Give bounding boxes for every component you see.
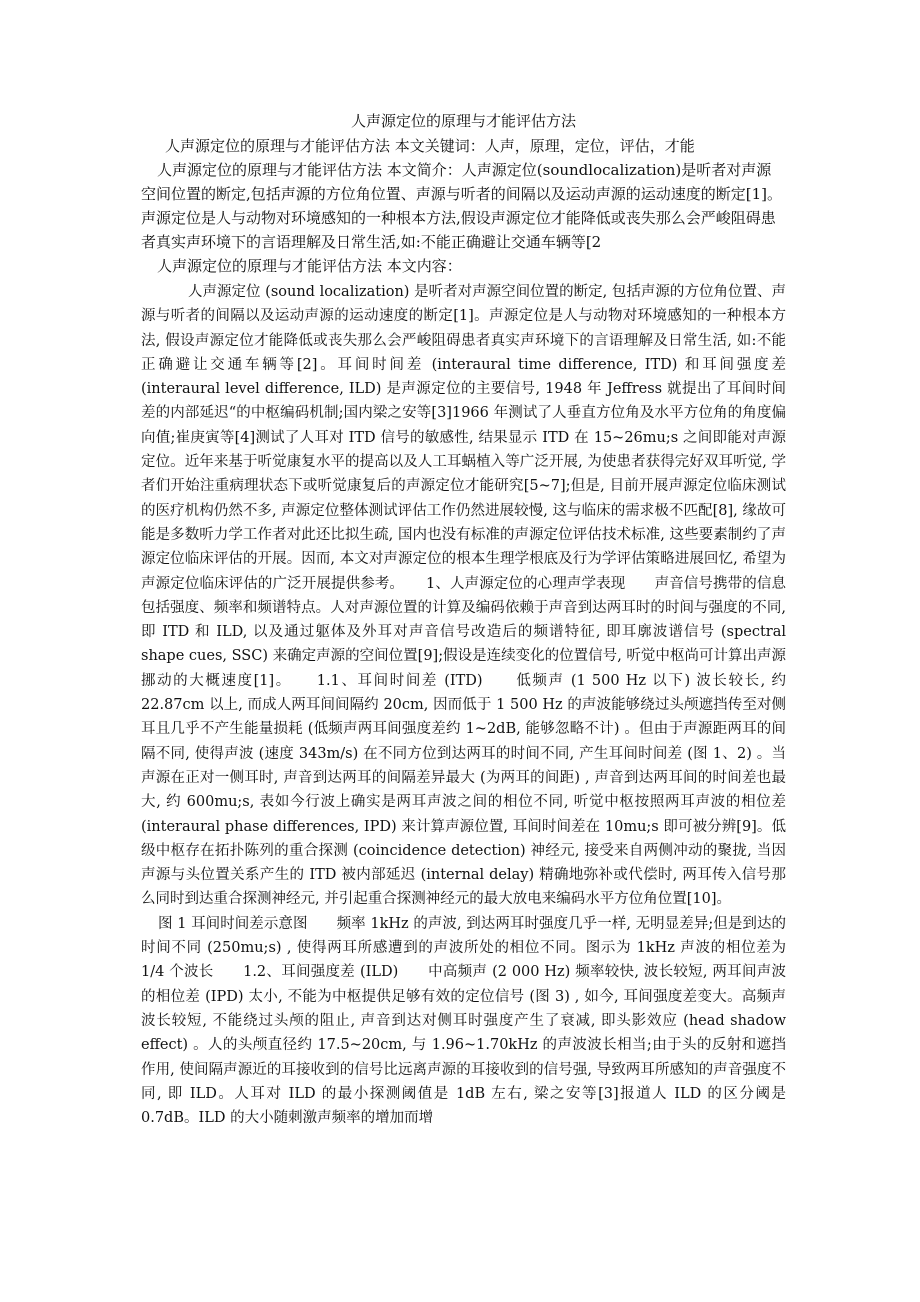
- document-title: 人声源定位的原理与才能评估方法: [350, 112, 576, 130]
- keywords-line: 人声源定位的原理与才能评估方法 本文关键词：人声，原理，定位，评估，才能: [165, 137, 695, 155]
- body-paragraph: 人声源定位 (sound localization) 是听者对声源空间位置的断定, 包括声源的方位角位置、声源与听者的间隔以及运动声源的运动速度的断定[1]。声源定位是人与动物对环境感知的一种根本方法, 假设声源定位才能降低或丧失那么会严峻阻碍患者真实声环境下的言语理解及日常生活, 如:不能正确避让交通车辆等[2]。耳间时间差 (interaural time difference, ITD) 和耳间强度差 (interaural level difference, ILD) 是声源定位的主要信号, 1948 年 Jeffress 就提出了耳间时间差的内部延迟“的中枢编码机制;国内梁之安等[3]1966 年测试了人垂直方位角及水平方位角的角度偏向值;崔庚寅等[4]测试了人耳对 ITD 信号的敏感性, 结果显示 ITD 在 15~26mu;s 之间即能对声源定位。近年来基于听觉康复水平的提高以及人工耳蜗植入等广泛开展, 为使患者获得完好双耳听觉, 学者们开始注重病理状态下或听觉康复后的声源定位才能研究[5~7];但是, 目前开展声源定位临床测试的医疗机构仍然不多, 声源定位整体测试评估工作仍然进展较慢, 这与临床的需求极不匹配[8], 缘故可能是多数听力学工作者对此还比拟生疏, 国内也没有标准的声源定位评估技术标准, 这些要素制约了声源定位临床评估的开展。因而, 本文对声源定位的根本生理学根底及行为学评估策略进展回忆, 希望为声源定位临床评估的广泛开展提供参考。 1、人声源定位的心理声学表现 声音信号携带的信息包括强度、频率和频谱特点。人对声源位置的计算及编码依赖于声音到达两耳时的时间与强度的不同, 即 ITD 和 ILD, 以及通过躯体及外耳对声音信号改造后的频谱特征, 即耳廓波谱信号 (spectral shape cues, SSC) 来确定声源的空间位置[9];假设是连续变化的位置信号, 听觉中枢尚可计算出声源挪动的大概速度[1]。 1.1、耳间时间差 (ITD) 低频声 (1 500 Hz 以下) 波长较长, 约 22.87cm 以上, 而成人两耳间间隔约 20cm, 因而低于 1 500 Hz 的声波能够绕过头颅遮挡传至对侧耳且几乎不产生能量损耗 (低频声两耳间强度差约 1~2dB, 能够忽略不计) 。但由于声源距两耳的间隔不同, 使得声波 (速度 343m/s) 在不同方位到达两耳的时间不同, 产生耳间时间差 (图 1、2) 。当声源在正对一侧耳时, 声音到达两耳的间隔差异最大 (为两耳的间距) , 声音到达两耳间的时间差也最大, 约 600mu;s, 表如今行波上确实是两耳声波之间的相位不同, 听觉中枢按照两耳声波的相位差 (interaural phase differences, IPD) 来计算声源位置, 耳间时间差在 10mu;s 即可被分辨[9]。低级中枢存在拓扑陈列的重合探测 (coincidence detection) 神经元, 接受来自两侧冲动的聚拢, 当因声源与头位置关系产生的 ITD 被内部延迟 (internal delay) 精确地弥补或代偿时, 两耳传入信号那么同时到达重合探测神经元, 并引起重合探测神经元的最大放电来编码水平方位角位置[10]。: [141, 284, 786, 908]
- summary-paragraph: 人声源定位的原理与才能评估方法 本文简介：人声源定位(soundlocalization)是听者对声源空间位置的断定,包括声源的方位角位置、声源与听者的间隔以及运动声源的运动速度的断定[1]。声源定位是人与动物对环境感知的一种根本方法,假设声源定位才能降低或丧失那么会严峻阻碍患者真实声环境下的言语理解及日常生活,如:不能正确避让交通车辆等[2: [141, 161, 783, 251]
- content-label: 人声源定位的原理与才能评估方法 本文内容：: [157, 257, 462, 275]
- figure-caption-paragraph: 图 1 耳间时间差示意图 频率 1kHz 的声波, 到达两耳时强度几乎一样, 无明显差异;但是到达的时间不同 (250mu;s) , 使得两耳所感遭到的声波所处的相位不同。图示为 1kHz 声波的相位差为 1/4 个波长 1.2、耳间强度差 (ILD) 中高频声 (2 000 Hz) 频率较快, 波长较短, 两耳间声波的相位差 (IPD) 太小, 不能为中枢提供足够有效的定位信号 (图 3) , 如今, 耳间强度差变大。高频声波长较短, 不能绕过头颅的阻止, 声音到达对侧耳时强度产生了衰减, 即头影效应 (head shadow effect) 。人的头颅直径约 17.5~20cm, 与 1.96~1.70kHz 的声波波长相当;由于头的反射和遮挡作用, 使间隔声源近的耳接收到的信号比远离声源的耳接收到的信号强, 导致两耳所感知的声音强度不同, 即 ILD。人耳对 ILD 的最小探测阈值是 1dB 左右, 梁之安等[3]报道人 ILD 的区分阈是 0.7dB。ILD 的大小随刺激声频率的增加而增: [141, 915, 786, 1127]
- article-body: [141, 280, 786, 1130]
- document-page: [141, 110, 786, 1130]
